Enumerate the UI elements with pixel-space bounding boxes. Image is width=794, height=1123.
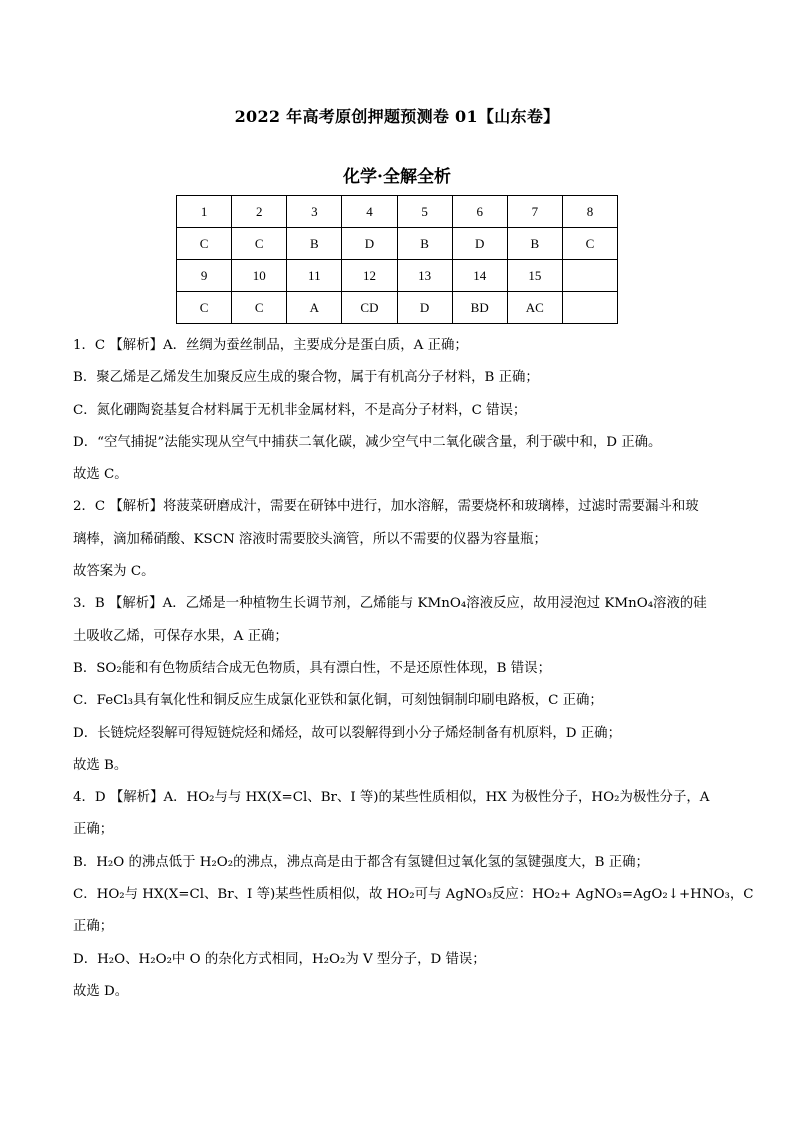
table-cell: D — [342, 228, 397, 260]
table-cell: 5 — [397, 196, 452, 228]
text-line: 正确； — [73, 822, 114, 838]
text-line: B．SO₂能和有色物质结合成无色物质，具有漂白性，不是还原性体现，B 错误； — [73, 660, 551, 676]
text-line: 3．B 【解析】A．乙烯是一种植物生长调节剂，乙烯能与 KMnO₄溶液反应，故用浸泡过 KMnO₄溶液的硅 — [73, 596, 707, 612]
table-cell: 13 — [397, 260, 452, 292]
question-number-row — [177, 260, 618, 292]
table-cell: 12 — [342, 260, 397, 292]
table-cell: 10 — [232, 260, 287, 292]
table-cell: B — [397, 228, 452, 260]
table-cell: 15 — [507, 260, 562, 292]
text-line: D．“空气捕捉”法能实现从空气中捕获二氧化碳，减少空气中二氧化碳含量，利于碳中和，D 正确。 — [73, 434, 662, 450]
table-cell: B — [287, 228, 342, 260]
table-cell: C — [177, 292, 232, 324]
table-cell: 8 — [562, 196, 617, 228]
text-line: 故答案为 C。 — [73, 564, 155, 580]
table-cell: C — [562, 228, 617, 260]
page-subtitle: 化学·全解全析 — [343, 167, 451, 187]
explanation-text — [73, 330, 754, 1008]
answer-table — [176, 195, 618, 324]
table-cell: 14 — [452, 260, 507, 292]
table-cell: 6 — [452, 196, 507, 228]
table-cell: 2 — [232, 196, 287, 228]
table-cell: 11 — [287, 260, 342, 292]
text-line: 1．C 【解析】A．丝绸为蚕丝制品，主要成分是蛋白质，A 正确； — [73, 338, 468, 353]
text-line: 故选 C。 — [73, 467, 128, 483]
table-cell: 4 — [342, 196, 397, 228]
table-cell — [562, 260, 617, 292]
text-line: C．HO₂与 HX(X=Cl、Br、I 等)某些性质相似，故 HO₂可与 AgNO₃反应：HO₂+ AgNO₃=AgO₂↓+HNO₃，C — [73, 887, 754, 903]
text-line: D．长链烷烃裂解可得短链烷烃和烯烃，故可以裂解得到小分子烯烃制备有机原料，D 正确； — [73, 725, 621, 741]
text-line: 璃棒，滴加稀硝酸、KSCN 溶液时需要胶头滴管，所以不需要的仪器为容量瓶； — [73, 531, 547, 547]
table-cell: C — [232, 228, 287, 260]
table-cell: 3 — [287, 196, 342, 228]
text-line: 故选 B。 — [73, 757, 128, 773]
text-line: 2．C 【解析】将菠菜研磨成汁，需要在研钵中进行，加水溶解，需要烧杯和玻璃棒，过滤时需要漏斗和玻 — [73, 499, 699, 515]
text-line: 正确； — [73, 919, 114, 935]
table-cell: B — [507, 228, 562, 260]
answer-row — [177, 228, 618, 260]
question-number-row — [177, 196, 618, 228]
table-cell: CD — [342, 292, 397, 324]
table-cell: C — [177, 228, 232, 260]
text-line: C．FeCl₃具有氧化性和铜反应生成氯化亚铁和氯化铜，可刻蚀铜制印刷电路板，C 正确； — [73, 693, 603, 709]
table-cell: AC — [507, 292, 562, 324]
text-line: B．H₂O 的沸点低于 H₂O₂的沸点，沸点高是由于都含有氢键但过氧化氢的氢键强度大，B 正确； — [73, 854, 649, 870]
table-cell: 9 — [177, 260, 232, 292]
answer-row — [177, 292, 618, 324]
text-line: 土吸收乙烯，可保存水果，A 正确； — [73, 628, 288, 644]
text-line: 故选 D。 — [73, 983, 129, 999]
table-cell: C — [232, 292, 287, 324]
text-line: C．氮化硼陶瓷基复合材料属于无机非金属材料，不是高分子材料，C 错误； — [73, 402, 527, 418]
table-cell: BD — [452, 292, 507, 324]
page-title: 2022 年高考原创押题预测卷 01【山东卷】 — [234, 107, 560, 126]
text-line: B．聚乙烯是乙烯发生加聚反应生成的聚合物，属于有机高分子材料，B 正确； — [73, 370, 539, 386]
table-cell: D — [397, 292, 452, 324]
table-cell: D — [452, 228, 507, 260]
table-cell: 7 — [507, 196, 562, 228]
table-cell: 1 — [177, 196, 232, 228]
text-line: 4．D 【解析】A．HO₂与与 HX(X=Cl、Br、I 等)的某些性质相似，HX 为极性分子，HO₂为极性分子，A — [73, 790, 710, 806]
text-line: D．H₂O、H₂O₂中 O 的杂化方式相同，H₂O₂为 V 型分子，D 错误； — [73, 951, 486, 967]
table-cell: A — [287, 292, 342, 324]
table-cell — [562, 292, 617, 324]
